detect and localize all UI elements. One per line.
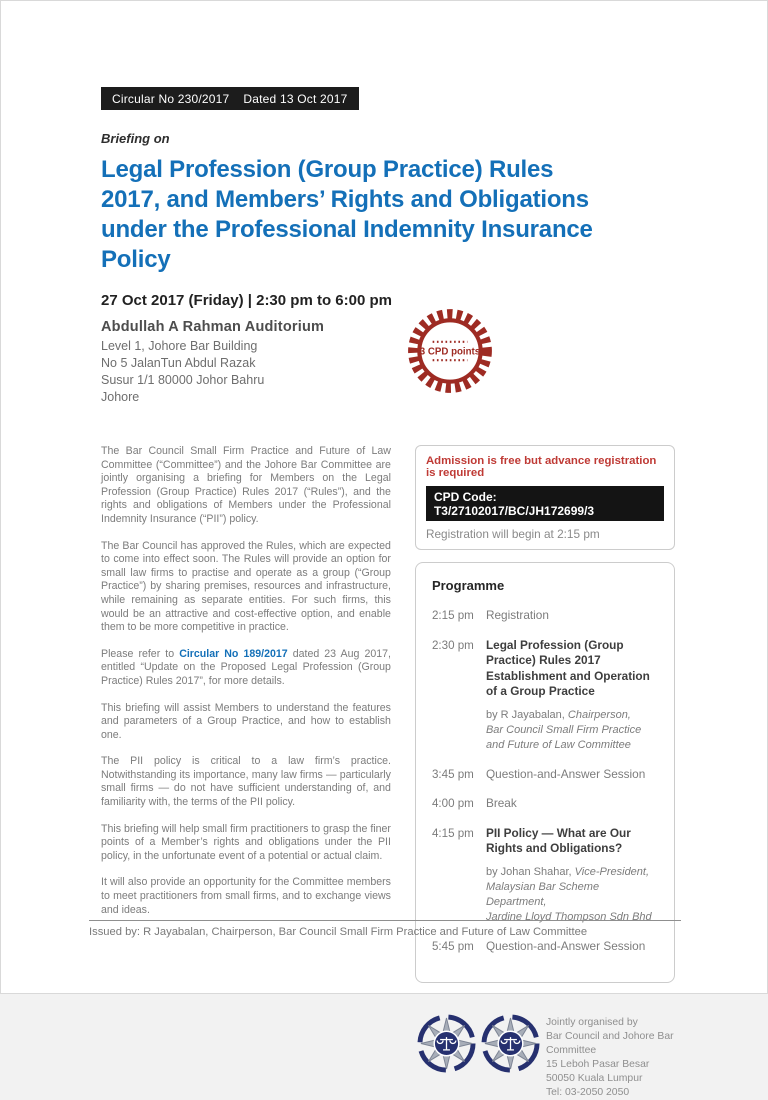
programme-title: Registration — [485, 608, 549, 622]
admission-notice: Admission is free but advance registration is required — [425, 455, 657, 479]
programme-item — [432, 767, 660, 783]
venue-address-line: Susur 1/1 80000 Johor Bahru — [101, 373, 265, 387]
body-text-column — [101, 445, 391, 1100]
programme-item — [432, 939, 660, 955]
programme-time: 2:30 pm — [431, 638, 474, 652]
speaker-role: Vice-President, — [574, 865, 650, 878]
venue-address-line: No 5 JalanTun Abdul Razak — [101, 356, 256, 370]
organiser-logos — [417, 1014, 540, 1073]
paragraph: It will also provide an opportunity for the Committee members to meet practitioners from small firms, and to exchange views and ideas. — [101, 876, 391, 916]
speaker-name: by Johan Shahar, — [485, 865, 575, 878]
organiser-line: Tel: 03-2050 2050 — [545, 1087, 630, 1098]
cpd-points-seal-icon — [404, 305, 496, 397]
admission-box — [415, 445, 675, 550]
speaker-line — [486, 865, 660, 880]
footer-divider — [89, 920, 681, 921]
programme-title: Question-and-Answer Session — [485, 766, 646, 781]
johore-bar-logo-icon — [481, 1014, 540, 1073]
paragraph: The PII policy is critical to a law firm’s practice. Notwithstanding its importance, many law firms — particularly small firms — do not have sufficient understanding of, and familiarity with, the terms of the PII policy. — [101, 755, 391, 809]
page-title: Legal Profession (Group Practice) Rules 2017, and Members’ Rights and Obligations under the Professional Indemnity Insurance Policy — [101, 156, 593, 273]
speaker-line — [486, 708, 660, 723]
organiser-line: Jointly organised by — [545, 1017, 638, 1028]
programme-title: PII Policy — What are Our Rights and Obligations? — [485, 825, 631, 855]
programme-time: 5:45 pm — [431, 939, 474, 953]
venue-section — [101, 319, 675, 423]
speaker-name: by R Jayabalan, — [485, 708, 568, 721]
programme-speaker — [486, 865, 660, 925]
programme-item — [432, 826, 660, 925]
registration-note: Registration will begin at 2:15 pm — [425, 527, 600, 541]
info-column — [415, 445, 675, 1100]
paragraph — [101, 648, 391, 689]
programme-item — [432, 796, 660, 812]
organiser-block — [415, 1014, 675, 1100]
venue-address-line: Johore — [101, 390, 140, 404]
programme-title: Question-and-Answer Session — [485, 938, 646, 953]
paragraph-text: dated 23 Aug 2017, entitled “Update on the Proposed Legal Profession (Group Practice) Rules 2017”, for more details. — [101, 647, 391, 687]
programme-item — [432, 608, 660, 624]
programme-time: 4:00 pm — [431, 797, 474, 810]
speaker-role: Chairperson, — [567, 708, 631, 721]
venue-address — [101, 338, 675, 406]
speaker-affiliation: Jardine Lloyd Thompson Sdn Bhd — [485, 910, 652, 923]
programme-speaker — [486, 708, 660, 753]
programme-item — [432, 638, 660, 753]
organiser-line: Bar Council and Johore Bar Committee — [545, 1031, 674, 1056]
programme-time: 2:15 pm — [431, 609, 474, 622]
paragraph: The Bar Council has approved the Rules, which are expected to come into effect soon. The Rules will provide an option for small law firms to practise and operate as a group (“Group Practice”) by sharing premises, resources and infrastructure, while remaining as separate entities. For such firms, this would be an attractive and cost-effective option, and enable them to be more competitive in practice. — [101, 539, 391, 634]
cpd-seal-label: 3 CPD points — [419, 346, 481, 358]
speaker-affiliation: Bar Council Small Firm Practice and Future of Law Committee — [485, 723, 642, 751]
speaker-affiliation: Malaysian Bar Scheme Department, — [485, 880, 600, 908]
programme-title: Break — [485, 796, 517, 810]
programme-time: 3:45 pm — [431, 767, 474, 781]
paragraph: The Bar Council Small Firm Practice and Future of Law Committee (“Committee”) and the Johore Bar Committee are jointly organising a briefing for Members on the Legal Profession (Group Practice) Rules 2017 (“Rules”), and the rights and obligations of Members under the Professional Indemnity Insurance (“PII”) policy. — [101, 445, 391, 525]
circular-date: Dated 13 Oct 2017 — [243, 92, 348, 106]
paragraph: This briefing will help small firm practitioners to grasp the finer points of a Member’s rights and obligations under the PII policy, in the unfortunate event of a potential or actual claim. — [101, 822, 391, 862]
organiser-text — [546, 1014, 675, 1100]
programme-title: Legal Profession (Group Practice) Rules 2017 Establishment and Operation of a Group Practice — [485, 637, 650, 698]
venue-address-line: Level 1, Johore Bar Building — [101, 339, 258, 353]
circular-number: Circular No 230/2017 — [112, 92, 230, 106]
circular-189-link[interactable]: Circular No 189/2017 — [179, 647, 288, 660]
bar-council-logo-icon — [417, 1014, 476, 1073]
programme-time: 4:15 pm — [431, 826, 474, 840]
circular-number-badge — [101, 87, 359, 110]
content-columns — [101, 445, 675, 1100]
cpd-code-bar: CPD Code: T3/27102017/BC/JH172699/3 — [426, 486, 664, 521]
organiser-line: 15 Leboh Pasar Besar — [545, 1059, 650, 1070]
issued-by-line: Issued by: R Jayabalan, Chairperson, Bar Council Small Firm Practice and Future of Law Committee — [89, 926, 588, 938]
briefing-on-label: Briefing on — [101, 131, 170, 146]
organiser-line: 50050 Kuala Lumpur — [545, 1073, 643, 1084]
paragraph: This briefing will assist Members to understand the features and parameters of a Group Practice, and how to establish one. — [101, 701, 391, 741]
venue-name: Abdullah A Rahman Auditorium — [101, 319, 325, 335]
programme-heading: Programme — [431, 578, 505, 593]
paragraph-text: Please refer to — [101, 647, 180, 660]
event-datetime: 27 Oct 2017 (Friday) | 2:30 pm to 6:00 pm — [101, 292, 392, 309]
